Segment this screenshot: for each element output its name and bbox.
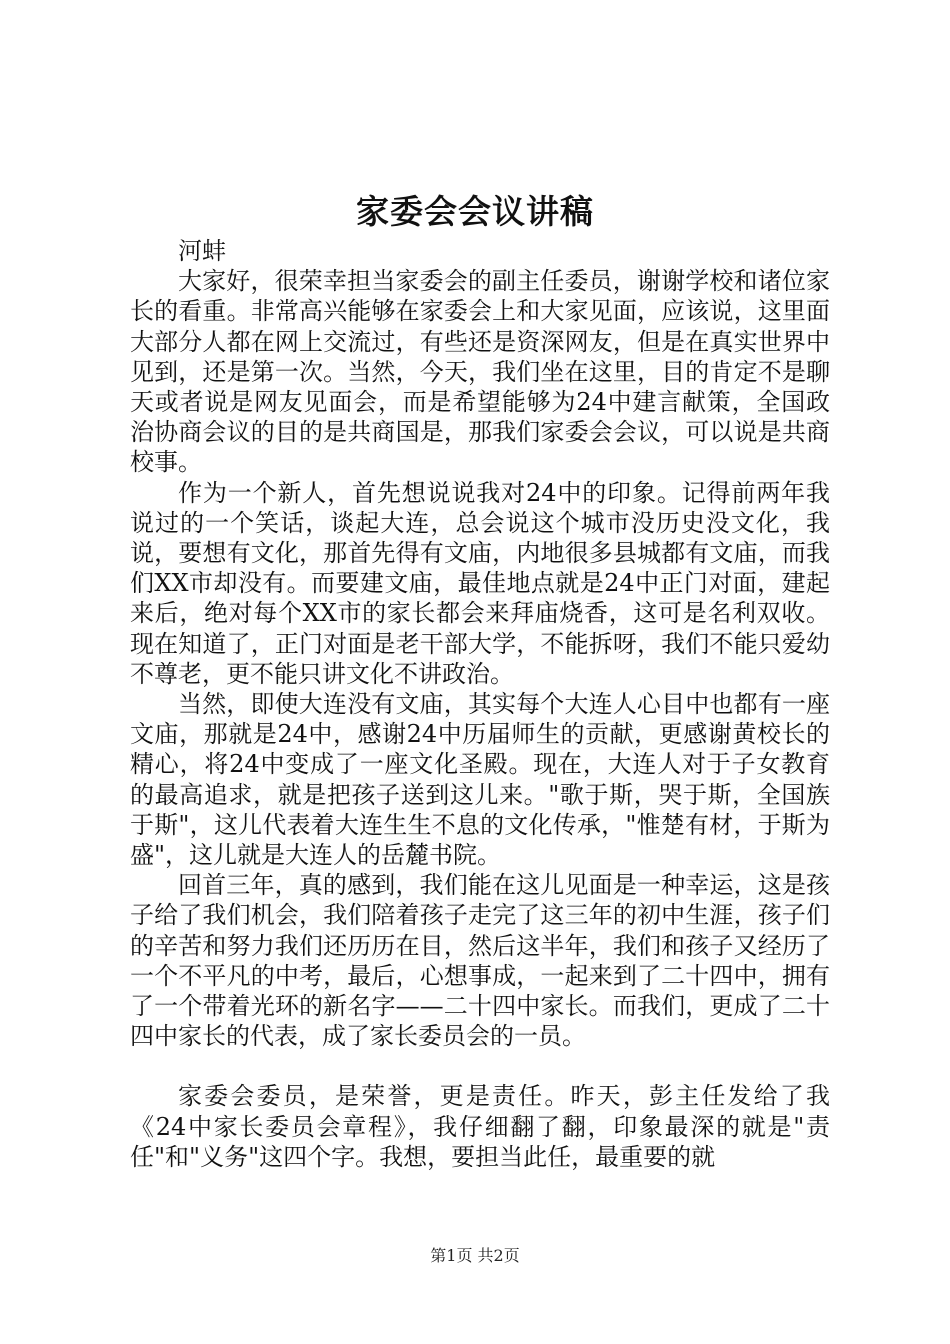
paragraph-5: 家委会委员，是荣誉，更是责任。昨天，彭主任发给了我《24中家长委员会章程》，我仔细翻了翻，印象最深的就是"责任"和"义务"这四个字。我想，要担当此任，最重要的就 <box>130 1082 830 1171</box>
page-footer: 第1页 共2页 <box>430 1246 520 1265</box>
document-body <box>130 236 830 1172</box>
paragraph-1: 大家好，很荣幸担当家委会的副主任委员，谢谢学校和诸位家长的看重。非常高兴能够在家委会上和大家见面，应该说，这里面大部分人都在网上交流过，有些还是资深网友，但是在真实世界中见到，还是第一次。当然，今天，我们坐在这里，目的肯定不是聊天或者说是网友见面会，而是希望能够为24中建言献策，全国政治协商会议的目的是共商国是，那我们家委会会议，可以说是共商校事。 <box>130 267 830 477</box>
paragraph-3: 当然，即使大连没有文庙，其实每个大连人心目中也都有一座文庙，那就是24中，感谢24中历届师生的贡献，更感谢黄校长的精心，将24中变成了一座文化圣殿。现在，大连人对于子女教育的最高追求，就是把孩子送到这儿来。"歌于斯，哭于斯，全国族于斯"，这儿代表着大连生生不息的文化传承，"惟楚有材，于斯为盛"，这儿就是大连人的岳麓书院。 <box>130 690 830 870</box>
document-title: 家委会会议讲稿 <box>356 192 594 231</box>
paragraph-2: 作为一个新人，首先想说说我对24中的印象。记得前两年我说过的一个笑话，谈起大连，总会说这个城市没历史没文化，我说，要想有文化，那首先得有文庙，内地很多县城都有文庙，而我们XX市却没有。而要建文庙，最佳地点就是24中正门对面，建起来后，绝对每个XX市的家长都会来拜庙烧香，这可是名利双收。现在知道了，正门对面是老干部大学，不能拆呀，我们不能只爱幼不尊老，更不能只讲文化不讲政治。 <box>130 478 830 688</box>
paragraph-4: 回首三年，真的感到，我们能在这儿见面是一种幸运，这是孩子给了我们机会，我们陪着孩子走完了这三年的初中生涯，孩子们的辛苦和努力我们还历历在目，然后这半年，我们和孩子又经历了一个不平凡的中考，最后，心想事成，一起来到了二十四中，拥有了一个带着光环的新名字——二十四中家长。而我们，更成了二十四中家长的代表，成了家长委员会的一员。 <box>130 871 830 1051</box>
author-line: 河蚌 <box>178 237 226 265</box>
